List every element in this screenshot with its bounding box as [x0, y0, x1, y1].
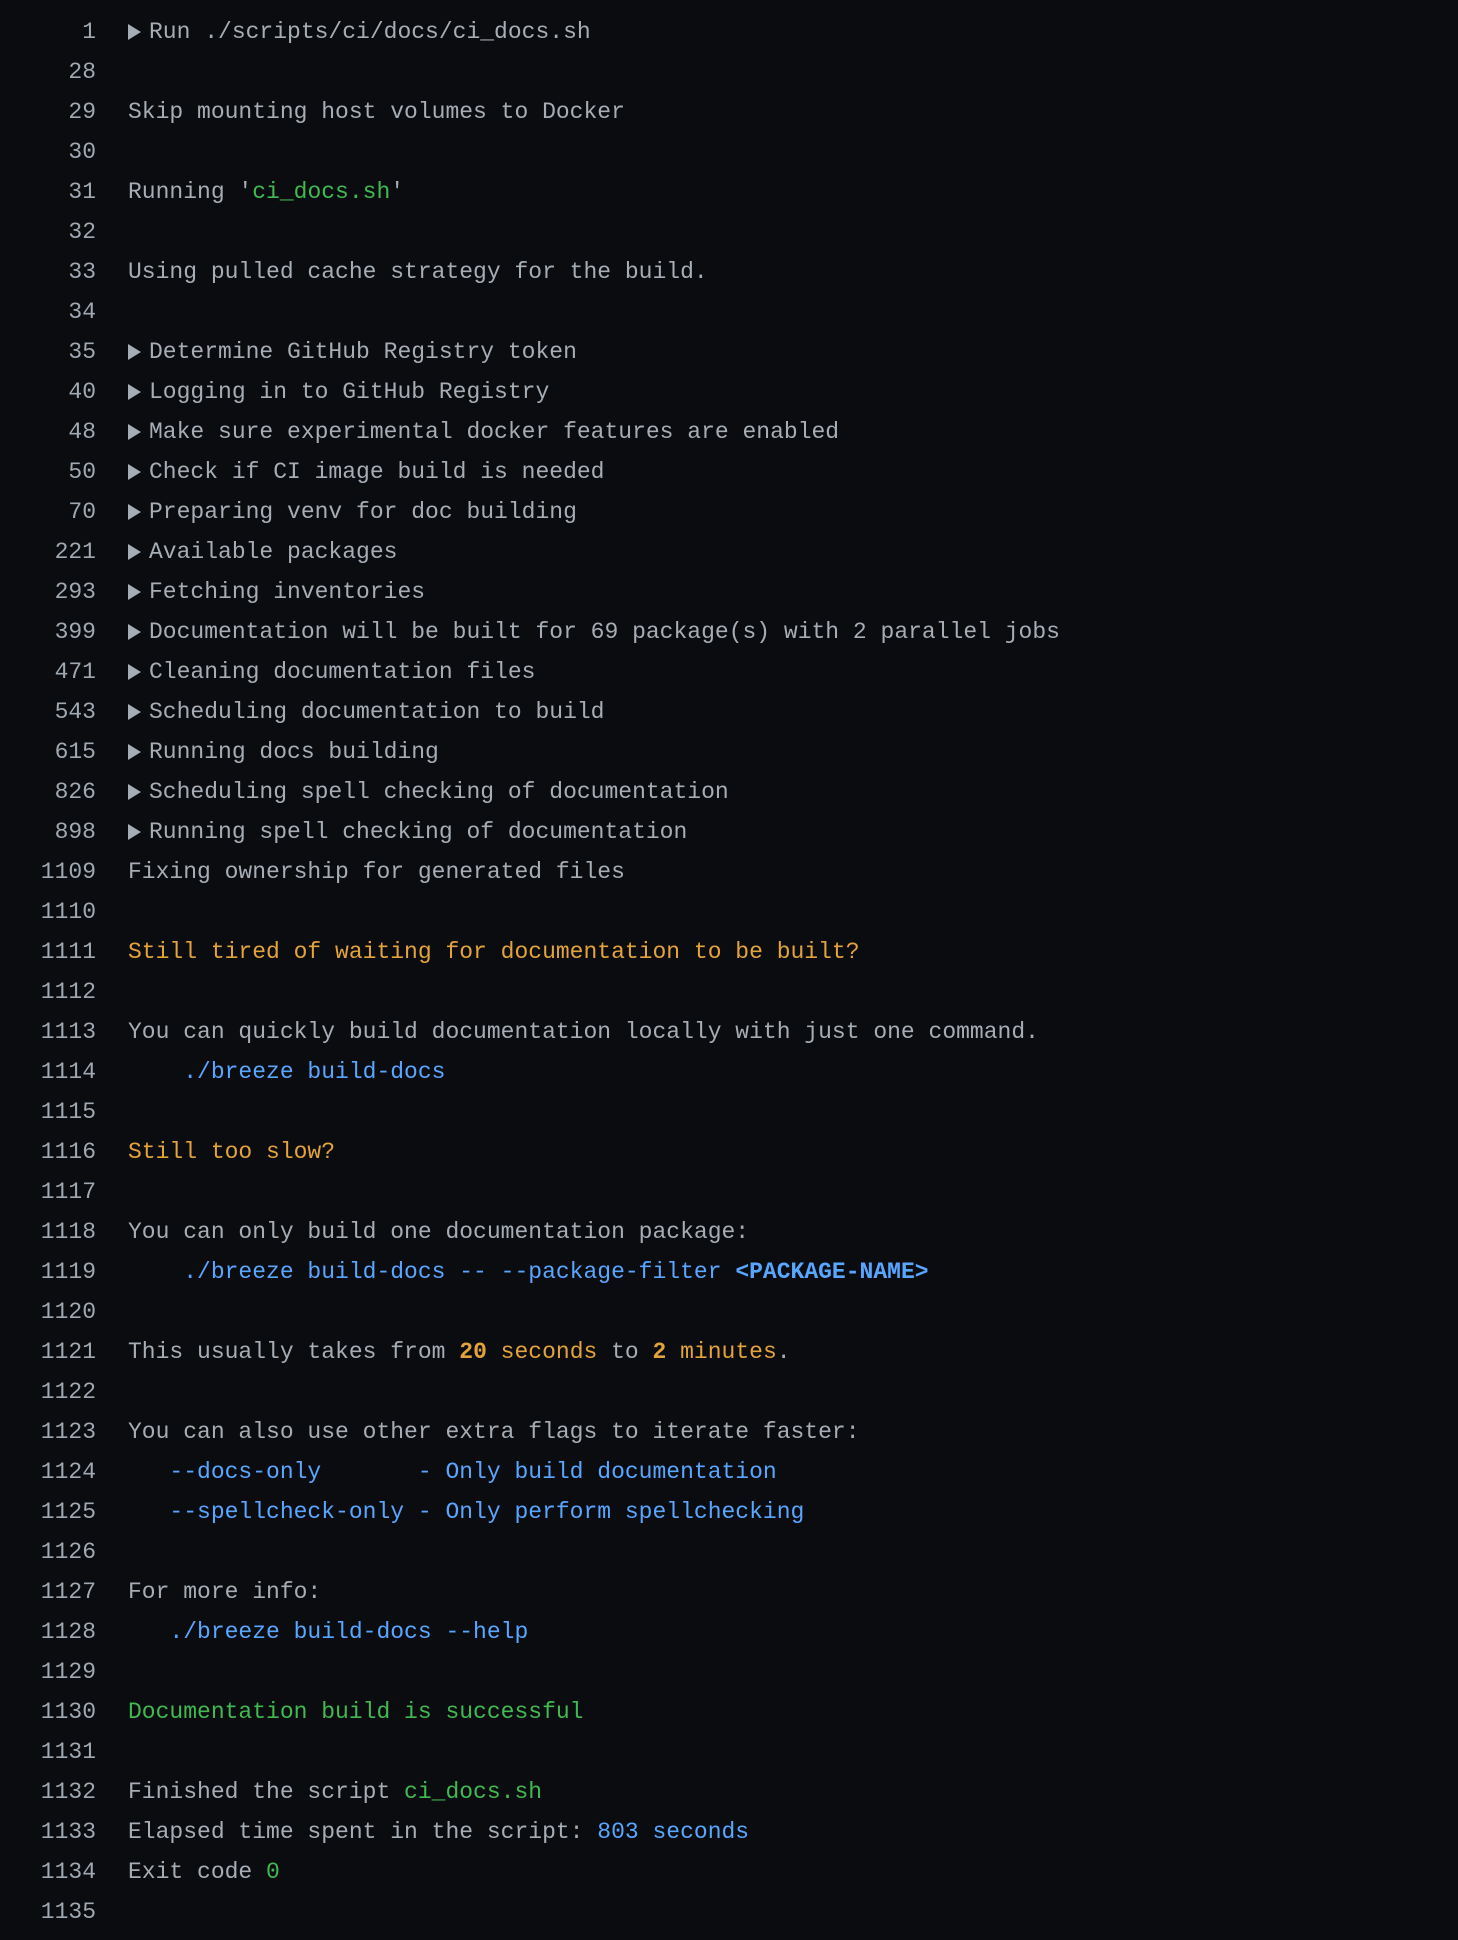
- line-number[interactable]: 35: [68, 339, 96, 365]
- log-text-segment: 2: [652, 1339, 667, 1365]
- log-line: [0, 1212, 1458, 1252]
- log-text-segment: Running ': [128, 179, 253, 205]
- log-line: [0, 1532, 1458, 1572]
- line-number[interactable]: 31: [68, 179, 96, 205]
- log-text-segment: --spellcheck-only - Only perform spellchecking: [128, 1499, 805, 1525]
- log-line: [0, 212, 1458, 252]
- line-content: [96, 499, 577, 525]
- line-content: [96, 1779, 542, 1805]
- line-number[interactable]: 50: [68, 459, 96, 485]
- line-content: [96, 99, 625, 125]
- line-number[interactable]: 40: [68, 379, 96, 405]
- log-text-segment: ': [390, 179, 405, 205]
- log-line: [0, 1052, 1458, 1092]
- log-group-line[interactable]: [0, 652, 1458, 692]
- log-line: [0, 1172, 1458, 1212]
- log-text-segment: --docs-only - Only build documentation: [128, 1459, 777, 1485]
- line-number[interactable]: 1115: [40, 1099, 96, 1125]
- line-content: [96, 1259, 929, 1285]
- log-group-line[interactable]: [0, 12, 1458, 52]
- log-group-line[interactable]: [0, 532, 1458, 572]
- line-number[interactable]: 1: [82, 19, 96, 45]
- log-text-segment: Still tired of waiting for documentation to be built?: [128, 939, 860, 965]
- log-text-segment: <PACKAGE-NAME>: [735, 1259, 929, 1285]
- line-number[interactable]: 1116: [40, 1139, 96, 1165]
- line-number[interactable]: 615: [54, 739, 96, 765]
- log-text-segment: Cleaning documentation files: [149, 659, 536, 685]
- line-content: [96, 1819, 749, 1845]
- log-line: [0, 1572, 1458, 1612]
- log-group-line[interactable]: [0, 372, 1458, 412]
- line-number[interactable]: 1121: [40, 1339, 96, 1365]
- log-line: [0, 1772, 1458, 1812]
- expand-triangle-icon[interactable]: [128, 544, 141, 560]
- log-text-segment: Skip mounting host volumes to Docker: [128, 99, 625, 125]
- log-line: [0, 172, 1458, 212]
- line-number[interactable]: 1110: [40, 899, 96, 925]
- expand-triangle-icon[interactable]: [128, 344, 141, 360]
- line-content: [96, 699, 604, 725]
- line-number[interactable]: 1135: [40, 1899, 96, 1925]
- log-text-segment: Scheduling spell checking of documentation: [149, 779, 729, 805]
- line-number[interactable]: 543: [54, 699, 96, 725]
- log-text-segment: Running spell checking of documentation: [149, 819, 688, 845]
- line-number[interactable]: 1131: [40, 1739, 96, 1765]
- line-number[interactable]: 1113: [40, 1019, 96, 1045]
- log-group-line[interactable]: [0, 812, 1458, 852]
- log-text-segment: For more info:: [128, 1579, 322, 1605]
- line-number[interactable]: 28: [68, 59, 96, 85]
- log-group-line[interactable]: [0, 772, 1458, 812]
- line-number[interactable]: 1109: [40, 859, 96, 885]
- line-content: [96, 1579, 321, 1605]
- line-content: [96, 659, 535, 685]
- line-number[interactable]: 29: [68, 99, 96, 125]
- log-text-segment: Elapsed time spent in the script:: [128, 1819, 598, 1845]
- line-content: [96, 459, 604, 485]
- line-number[interactable]: 32: [68, 219, 96, 245]
- line-number[interactable]: 1134: [40, 1859, 96, 1885]
- log-line: [0, 292, 1458, 332]
- log-line: [0, 92, 1458, 132]
- log-line: [0, 1692, 1458, 1732]
- log-group-line[interactable]: [0, 692, 1458, 732]
- line-content: [96, 1859, 280, 1885]
- expand-triangle-icon[interactable]: [128, 744, 141, 760]
- log-group-line[interactable]: [0, 492, 1458, 532]
- log-group-line[interactable]: [0, 452, 1458, 492]
- line-number[interactable]: 1127: [40, 1579, 96, 1605]
- line-number[interactable]: 1124: [40, 1459, 96, 1485]
- line-number[interactable]: 33: [68, 259, 96, 285]
- line-number[interactable]: 1111: [40, 939, 96, 965]
- log-line: [0, 1412, 1458, 1452]
- expand-triangle-icon[interactable]: [128, 384, 141, 400]
- line-number[interactable]: 1126: [40, 1539, 96, 1565]
- log-line: [0, 1372, 1458, 1412]
- line-content: [96, 1059, 445, 1085]
- log-text-segment: 0: [266, 1859, 280, 1885]
- log-text-segment: Run ./scripts/ci/docs/ci_docs.sh: [149, 19, 591, 45]
- log-text-segment: ci_docs.sh: [404, 1779, 543, 1805]
- line-number[interactable]: 48: [68, 419, 96, 445]
- line-number[interactable]: 826: [54, 779, 96, 805]
- line-content: [96, 1459, 777, 1485]
- line-content: [96, 579, 425, 605]
- log-line: [0, 1892, 1458, 1932]
- log-text-segment: This usually takes from: [128, 1339, 460, 1365]
- log-line: [0, 132, 1458, 172]
- line-number[interactable]: 1129: [40, 1659, 96, 1685]
- line-content: [96, 1019, 1039, 1045]
- log-text-segment: Using pulled cache strategy for the build.: [128, 259, 708, 285]
- log-text-segment: .: [776, 1339, 791, 1365]
- line-number[interactable]: 293: [54, 579, 96, 605]
- log-text-segment: minutes: [666, 1339, 777, 1365]
- line-content: [96, 1699, 583, 1725]
- line-content: [96, 379, 549, 405]
- log-text-segment: Fetching inventories: [149, 579, 426, 605]
- log-line: [0, 852, 1458, 892]
- line-number[interactable]: 1122: [40, 1379, 96, 1405]
- log-text-segment: ci_docs.sh: [252, 179, 391, 205]
- line-number[interactable]: 30: [68, 139, 96, 165]
- log-text-segment: Exit code: [128, 1859, 267, 1885]
- log-text-segment: You can quickly build documentation locally with just one command.: [128, 1019, 1039, 1045]
- line-content: [96, 339, 577, 365]
- expand-triangle-icon[interactable]: [128, 824, 141, 840]
- log-text-segment: 803 seconds: [597, 1819, 750, 1845]
- log-text-segment: Documentation will be built for 69 package(s) with 2 parallel jobs: [149, 619, 1060, 645]
- line-content: [96, 1619, 528, 1645]
- log-line: [0, 1012, 1458, 1052]
- log-text-segment: Make sure experimental docker features are enabled: [149, 419, 840, 445]
- line-number[interactable]: 1117: [40, 1179, 96, 1205]
- line-number[interactable]: 1130: [40, 1699, 96, 1725]
- log-line: [0, 1132, 1458, 1172]
- expand-triangle-icon[interactable]: [128, 584, 141, 600]
- log-text-segment: You can only build one documentation package:: [128, 1219, 750, 1245]
- line-number[interactable]: 70: [68, 499, 96, 525]
- line-number[interactable]: 1120: [40, 1299, 96, 1325]
- log-line: [0, 1452, 1458, 1492]
- log-line: [0, 252, 1458, 292]
- line-number[interactable]: 471: [54, 659, 96, 685]
- log-group-line[interactable]: [0, 332, 1458, 372]
- line-number[interactable]: 1128: [40, 1619, 96, 1645]
- line-number[interactable]: 1123: [40, 1419, 96, 1445]
- log-text-segment: Running docs building: [149, 739, 439, 765]
- expand-triangle-icon[interactable]: [128, 424, 141, 440]
- log-text-segment: Finished the script: [128, 1779, 405, 1805]
- line-content: [96, 259, 708, 285]
- line-number[interactable]: 1119: [40, 1259, 96, 1285]
- log-line: [0, 1732, 1458, 1772]
- log-line: [0, 1092, 1458, 1132]
- log-text-segment: Determine GitHub Registry token: [149, 339, 577, 365]
- log-line: [0, 1812, 1458, 1852]
- line-content: [96, 539, 397, 565]
- log-line: [0, 1292, 1458, 1332]
- line-content: [96, 1499, 804, 1525]
- expand-triangle-icon[interactable]: [128, 24, 141, 40]
- line-content: [96, 859, 625, 885]
- line-number[interactable]: 399: [54, 619, 96, 645]
- log-text-segment: Scheduling documentation to build: [149, 699, 605, 725]
- log-line: [0, 1252, 1458, 1292]
- log-line: [0, 1332, 1458, 1372]
- line-number[interactable]: 898: [54, 819, 96, 845]
- line-content: [96, 939, 860, 965]
- line-number[interactable]: 1112: [40, 979, 96, 1005]
- log-line: [0, 1852, 1458, 1892]
- line-number[interactable]: 34: [68, 299, 96, 325]
- line-content: [96, 19, 591, 45]
- expand-triangle-icon[interactable]: [128, 704, 141, 720]
- log-text-segment: Check if CI image build is needed: [149, 459, 605, 485]
- expand-triangle-icon[interactable]: [128, 624, 141, 640]
- expand-triangle-icon[interactable]: [128, 464, 141, 480]
- log-text-segment: Still too slow?: [128, 1139, 336, 1165]
- line-number[interactable]: 1133: [40, 1819, 96, 1845]
- line-number[interactable]: 1132: [40, 1779, 96, 1805]
- log-line: [0, 52, 1458, 92]
- line-content: [96, 779, 729, 805]
- log-text-segment: Available packages: [149, 539, 398, 565]
- log-line: [0, 1652, 1458, 1692]
- log-text-segment: to: [597, 1339, 653, 1365]
- line-number[interactable]: 221: [54, 539, 96, 565]
- log-group-line[interactable]: [0, 572, 1458, 612]
- log-text-segment: Fixing ownership for generated files: [128, 859, 625, 885]
- line-number[interactable]: 1114: [40, 1059, 96, 1085]
- log-group-line[interactable]: [0, 412, 1458, 452]
- log-line: [0, 1612, 1458, 1652]
- line-content: [96, 819, 687, 845]
- log-text-segment: ./breeze build-docs -- --package-filter: [128, 1259, 736, 1285]
- log-text-segment: Logging in to GitHub Registry: [149, 379, 550, 405]
- log-line: [0, 932, 1458, 972]
- log-text-segment: ./breeze build-docs --help: [128, 1619, 529, 1645]
- line-content: [96, 1339, 791, 1365]
- line-content: [96, 739, 439, 765]
- line-content: [96, 1219, 749, 1245]
- log-group-line[interactable]: [0, 612, 1458, 652]
- expand-triangle-icon[interactable]: [128, 664, 141, 680]
- line-content: [96, 619, 1060, 645]
- expand-triangle-icon[interactable]: [128, 504, 141, 520]
- log-text-segment: You can also use other extra flags to iterate faster:: [128, 1419, 860, 1445]
- expand-triangle-icon[interactable]: [128, 784, 141, 800]
- log-line: [0, 972, 1458, 1012]
- line-content: [96, 1419, 860, 1445]
- line-number[interactable]: 1118: [40, 1219, 96, 1245]
- log-group-line[interactable]: [0, 732, 1458, 772]
- log-text-segment: Documentation build is successful: [128, 1699, 584, 1725]
- log-text-segment: ./breeze build-docs: [128, 1059, 446, 1085]
- log-line: [0, 892, 1458, 932]
- log-text-segment: Preparing venv for doc building: [149, 499, 577, 525]
- log-text-segment: seconds: [486, 1339, 598, 1365]
- line-content: [96, 419, 839, 445]
- line-content: [96, 179, 404, 205]
- line-content: [96, 1139, 335, 1165]
- line-number[interactable]: 1125: [40, 1499, 96, 1525]
- log-line: [0, 1492, 1458, 1532]
- log-text-segment: 20: [459, 1339, 487, 1365]
